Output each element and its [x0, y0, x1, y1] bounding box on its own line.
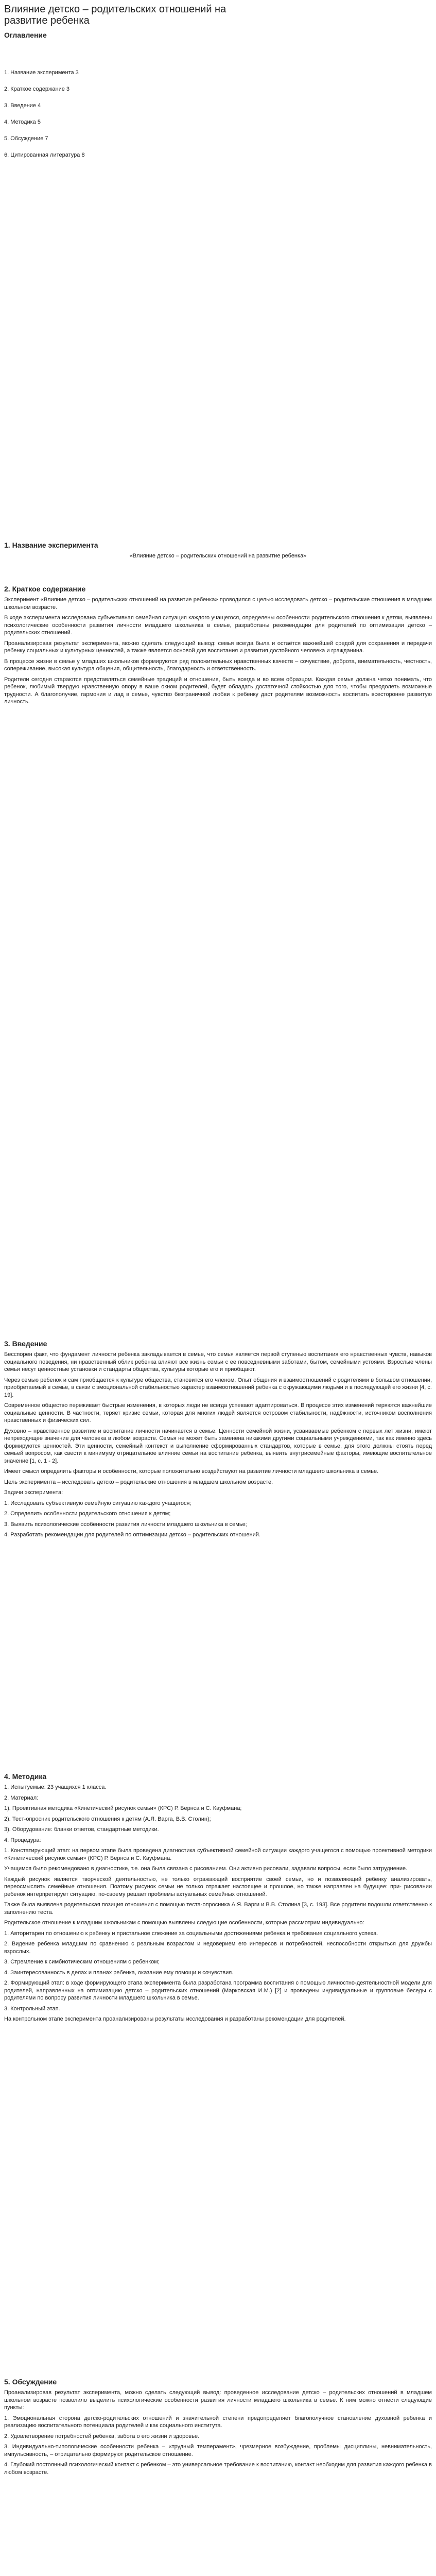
paragraph: 3. Выявить психологические особенности развития личности младшего школьника в семье;	[4, 1521, 247, 1528]
section-heading: 2. Краткое содержание	[4, 585, 86, 593]
paragraph: 1. Исследовать субъективную семейную ситуацию каждого учащегося;	[4, 1500, 191, 1506]
experiment-subtitle: «Влияние детско – родительских отношений на развитие ребенка»	[129, 553, 307, 559]
paragraph: 3. Стремление к симбиотическим отношениям с ребенком;	[4, 1959, 160, 1965]
paragraph: 2. Видение ребенка младшим по сравнению с реальным возрастом и недоверием его интересов и потребностей, неспособности открыться для дружбы взрослых.	[4, 1941, 432, 1955]
paragraph: 1. Эмоциональная сторона детско-родительских отношений и значительной степени предопределяет благополучное становление духовной ребенка и реализацию воспитательного потенциала родителей и как социального института.	[4, 2415, 432, 2429]
toc-heading: Оглавление	[4, 31, 47, 39]
toc-item[interactable]: 3. Введение 4	[4, 103, 41, 109]
paragraph: Эксперимент «Влияние детско – родительских отношений на развитие ребенка» проводился с целью исследовать детско – родительские отношения в младшем школьном возрасте.	[4, 597, 432, 611]
section-summary	[4, 585, 432, 706]
paragraph: Родители сегодня стараются представляться семейные традиций и отношения, быть всегда и во всем образцом. Каждая семья должна четко понимать, что ребенок, любимый твердую нравственную опору в ваше окном родителей, будет обладать достаточной стойкостью для того, чтобы преодолеть возможные трудности. А благополучие, гармония и лад в семье, чувство безграничной любви к ребенку даст родителям возможность воспитать всесторонне развитую личность.	[4, 676, 432, 705]
toc-list	[4, 64, 85, 163]
paragraph: 2. Формирующий этап: в ходе формирующего этапа эксперимента была разработана программа воспитания с помощью личностно-деятельностной модели для родителей, направленных на оптимизацию детско – родительских отношений (Марковская И.М.) [2] и проведены индивидуальные и групповые беседы с родителями по вопросу развития личности младшего школьника в семье.	[4, 1980, 432, 2001]
section-heading: 5. Обсуждение	[4, 2378, 57, 2386]
section-discussion	[4, 2378, 432, 2476]
paragraph: 2. Материал:	[4, 1794, 39, 1801]
paragraph: Проанализировав результат эксперимента, можно сделать следующий вывод: проведенное исследование детско – родительских отношений в младшем школьном возрасте позволило выделить психологические особенности развития личности младшего школьника в семье. К ним можно отнести следующие пункты:	[4, 2389, 432, 2411]
paragraph: 4. Заинтересованность в делах и планах ребенка, оказание ему помощи и сочувствия.	[4, 1969, 234, 1976]
paragraph: Бесспорен факт, что фундамент личности ребенка закладывается в семье, что семья является первой ступенью воспитания его нравственных чувств, навыков социального поведения, ни нравственный облик ребенка влияют все жизнь семьи с ее повседневными заботами, бытом, семейными устоями. Взрослые члены семьи несут ценностные установки и стандарты общества, культуры которые его и приобщают.	[4, 1351, 432, 1372]
paragraph: 2. Определить особенности родительского отношения к детям;	[4, 1511, 171, 1517]
paragraph: Цель эксперимента – исследовать детско – родительские отношения в младшем школьном возрасте.	[4, 1479, 273, 1485]
section-heading: 1. Название эксперимента	[4, 541, 98, 549]
section-introduction	[4, 1340, 432, 1539]
section-heading: 3. Введение	[4, 1340, 47, 1348]
paragraph: Каждый рисунок является творческой деятельностью, не только отражающий восприятие своей семьи, но и позволяющий ребенку анализировать, переосмыслить семейные отношения. Поэтому рисунок семьи не только отражает настоящее и прошлое, но также направлен на будущее: при- рисовании ребенок интерпретирует ситуацию, по-своему решает проблемы актуальных семейных отношений.	[4, 1876, 432, 1897]
paragraph: 4. Разработать рекомендации для родителей по оптимизации детско – родительских отношений.	[4, 1532, 260, 1538]
toc-item[interactable]: 1. Название эксперимента 3	[4, 70, 79, 76]
paragraph: 1). Проективная методика «Кинетический рисунок семьи» (КРС) Р. Бернса и С. Кауфмана;	[4, 1805, 242, 1811]
section-methodology	[4, 1772, 432, 2026]
paragraph: 3). Оборудование: бланки ответов, стандартные методики.	[4, 1826, 159, 1833]
paragraph: В ходе эксперимента исследована субъективная семейная ситуация каждого учащегося, определены особенности родительского отношения к детям, выявлены психологические особенности развития личности младшего школьника в семье, разработаны рекомендации для родителей по оптимизации детско – родительских отношений.	[4, 615, 432, 636]
paragraph: Духовно – нравственное развитие и воспитание личности начинается в семье. Ценности семейной жизни, усваиваемые ребенком с первых лет жизни, имеют непреходящее значение для человека в любом возрасте. Семья не может быть заменена никакими другими социальными учреждениями, так как именно здесь формируются ценностей. Эти ценности, семейный контекст и выполнение сформированных стандартов, которые в семье, для этого должны стоять перед семьей вопросом, как свести к минимуму отрицательное влияние семьи на воспитание ребенка, выявить внутрисемейные факторы, имеющие воспитательное значение [1, с. 1 - 2].	[4, 1428, 432, 1464]
paragraph: 3. Контрольный этап.	[4, 2005, 60, 2012]
paragraph: Родительское отношение к младшим школьникам с помощью выявлены следующие особенности, которые рассмотрим индивидуально:	[4, 1920, 364, 1926]
paragraph: Имеет смысл определить факторы и особенности, которые положительно воздействуют на развитие личности младшего школьника в семье.	[4, 1468, 379, 1475]
section-heading: 4. Методика	[4, 1772, 47, 1781]
paragraph: 1. Констатирующий этап: на первом этапе была проведена диагностика субъективной семейной ситуации каждого учащегося с помощью проективной методики «Кинетический рисунок семьи» (КРС) Р. Бернса и С. Кауфмана.	[4, 1848, 432, 1861]
document-title: Влияние детско – родительских отношений на развитие ребенка	[4, 4, 226, 26]
paragraph: В процессе жизни в семье у младших школьников формируются ряд положительных нравственных качеств – сочувствие, доброта, внимательность, честность, сопереживание, высокая культура общения, общительность, благодарность и ответственность.	[4, 658, 432, 672]
toc-item[interactable]: 6. Цитированная литература 8	[4, 152, 85, 158]
paragraph: 2). Тест-опросник родительского отношения к детям (А.Я. Варга, В.В. Столин);	[4, 1816, 211, 1822]
paragraph: 4. Глубокий постоянный психологический контакт с ребенком – это универсальное требование к воспитанию, контакт необходим для развития каждого ребенка в любом возрасте.	[4, 2462, 432, 2476]
paragraph: 1. Авторитарен по отношению к ребенку и пристальное слежение за социальными достижениями ребенка и требование социального успеха.	[4, 1930, 378, 1937]
toc-item[interactable]: 5. Обсуждение 7	[4, 135, 48, 142]
paragraph: Проанализировав результат эксперимента, можно сделать следующий вывод: семья всегда была и остаётся важнейшей средой для сохранения и передачи ребенку социальных и культурных ценностей, а также является основой для воспитания и развития достойного человека и гражданина.	[4, 640, 432, 654]
paragraph: На контрольном этапе эксперимента проанализированы результаты исследования и разработаны рекомендации для родителей.	[4, 2016, 346, 2022]
toc-item[interactable]: 4. Методика 5	[4, 119, 41, 125]
paragraph: Учащимся было рекомендовано в диагностике, т.е. она была связана с рисованием. Они активно рисовали, задавали вопросы, если было затруднение.	[4, 1866, 408, 1872]
paragraph: Современное общество переживает быстрые изменения, в которых люди не всегда успевают адаптироваться. В процессе этих изменений теряются важнейшие социальные ценности. В частности, теряет кризис семьи, которая для многих людей является островом стабильности, надёжности, источником восполнения нравственных и физических сил.	[4, 1402, 432, 1423]
paragraph: 1. Испытуемые: 23 учащихся 1 класса.	[4, 1784, 107, 1790]
paragraph: Также была выявлена родительская позиция отношения с помощью теста-опросника А.Я. Варги и В.В. Столина [3, с. 193]. Все родители подошли ответственно к заполнению теста.	[4, 1902, 432, 1916]
paragraph: 3. Индивидуально-типологические особенности ребенка – «трудный темперамент», чрезмерное возбуждение, проблемы дисциплины, невнимательность, импульсивность, – отрицательно формируют родительское отношение.	[4, 2444, 432, 2458]
section-experiment-name	[4, 541, 432, 560]
paragraph: 2. Удовлетворение потребностей ребенка, забота о его жизни и здоровье.	[4, 2433, 200, 2439]
paragraph: Через семью ребенок и сам приобщается к культуре общества, становится его членом. Опыт общения и взаимоотношений с родителями в большом отношении, приобретаемый в семье, в связи с эмоциональной стабильностью характер взаимоотношений ребенка с окружающими людьми и в последующей его жизни [4, с. 19].	[4, 1377, 432, 1398]
paragraph: Задачи эксперимента:	[4, 1489, 63, 1496]
paragraph: 4. Процедура:	[4, 1837, 41, 1843]
toc-item[interactable]: 2. Краткое содержание 3	[4, 86, 70, 92]
